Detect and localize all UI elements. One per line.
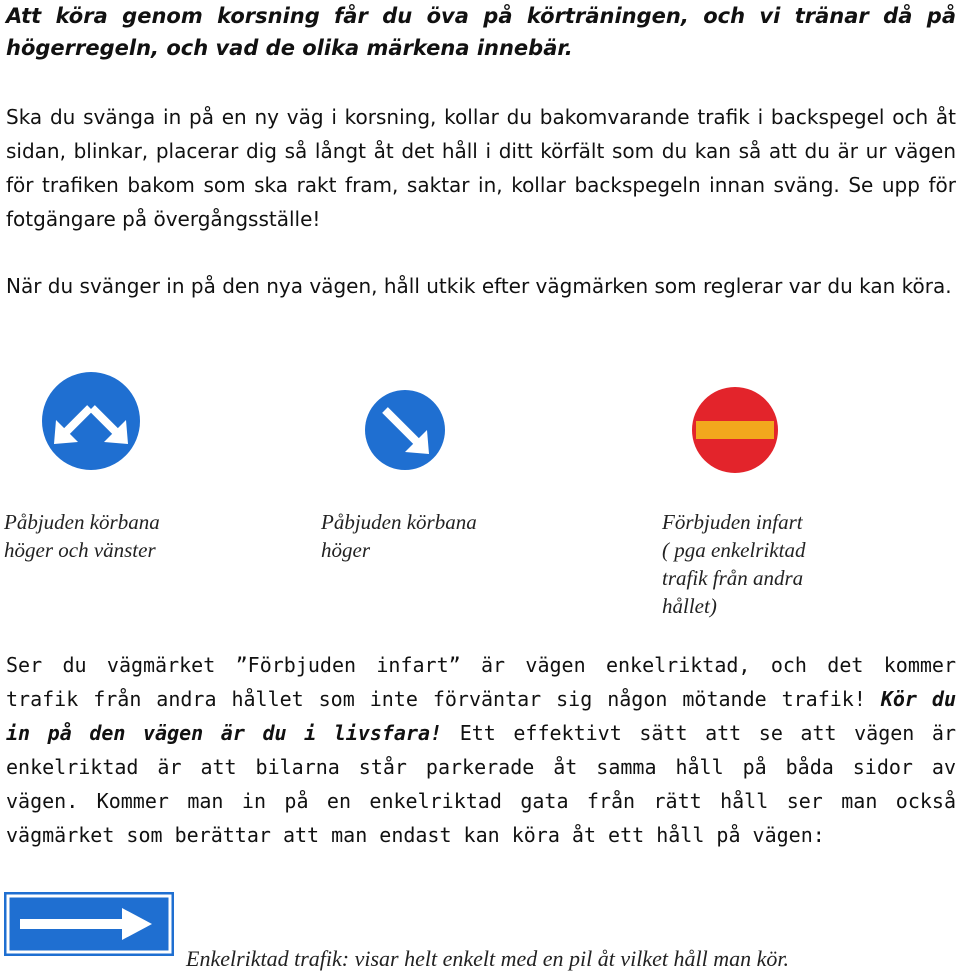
- caption-line: Påbjuden körbana: [4, 510, 160, 534]
- no-entry-text-part2: Ett effektivt sätt att se att vägen är enkelriktad är att bilarna står parkerade åt samma håll på båda sidor av vägen. Kommer man in på en enkelriktad gata från rätt håll ser man också vägmärket som berättar att man endast kan köra åt ett håll på vägen:: [6, 721, 956, 847]
- sign-caption-no-entry: [662, 508, 805, 620]
- turning-paragraph: Ska du svänga in på en ny väg i korsning, kollar du bakomvarande trafik i backspegel och åt sidan, blinkar, placerar dig så långt åt det håll i ditt körfält som du kan så att du är ur vägen för trafiken bakom som ska rakt fram, saktar in, kollar backspegeln innan sväng. Se upp för fotgängare på övergångsställe!: [6, 105, 956, 231]
- caption-line: höger och vänster: [4, 538, 156, 562]
- caption-line: Påbjuden körbana: [321, 510, 477, 534]
- caption-line: trafik från andra: [662, 566, 804, 590]
- caption-line: hållet): [662, 594, 717, 618]
- no-entry-paragraph: [6, 648, 956, 852]
- danger-warning: Kör du in på den vägen är du i livsfara!: [6, 687, 956, 745]
- sign-caption-right: [321, 508, 477, 564]
- caption-line: höger: [321, 538, 370, 562]
- caption-line: ( pga enkelriktad: [662, 538, 806, 562]
- no-entry-text-part1: Ser du vägmärket ”Förbjuden infart” är vägen enkelriktad, och det kommer trafik från andra hållet som inte förväntar sig någon mötande trafik!: [6, 653, 956, 711]
- caption-line: Förbjuden infart: [662, 510, 803, 534]
- mandatory-right-sign-icon: [361, 386, 449, 474]
- one-way-sign-icon: [4, 892, 174, 956]
- new-road-paragraph: När du svänger in på den nya vägen, håll utkik efter vägmärken som reglerar var du kan köra.: [6, 274, 952, 298]
- mandatory-left-right-sign-icon: [38, 368, 144, 474]
- no-entry-sign-icon: [689, 384, 781, 476]
- one-way-caption: Enkelriktad trafik: visar helt enkelt med en pil åt vilket håll man kör.: [186, 946, 790, 971]
- intro-text: Att köra genom korsning får du öva på körträningen, och vi tränar då på högerregeln, och vad de olika märkena innebär.: [6, 4, 956, 60]
- sign-caption-left-right: [4, 508, 160, 564]
